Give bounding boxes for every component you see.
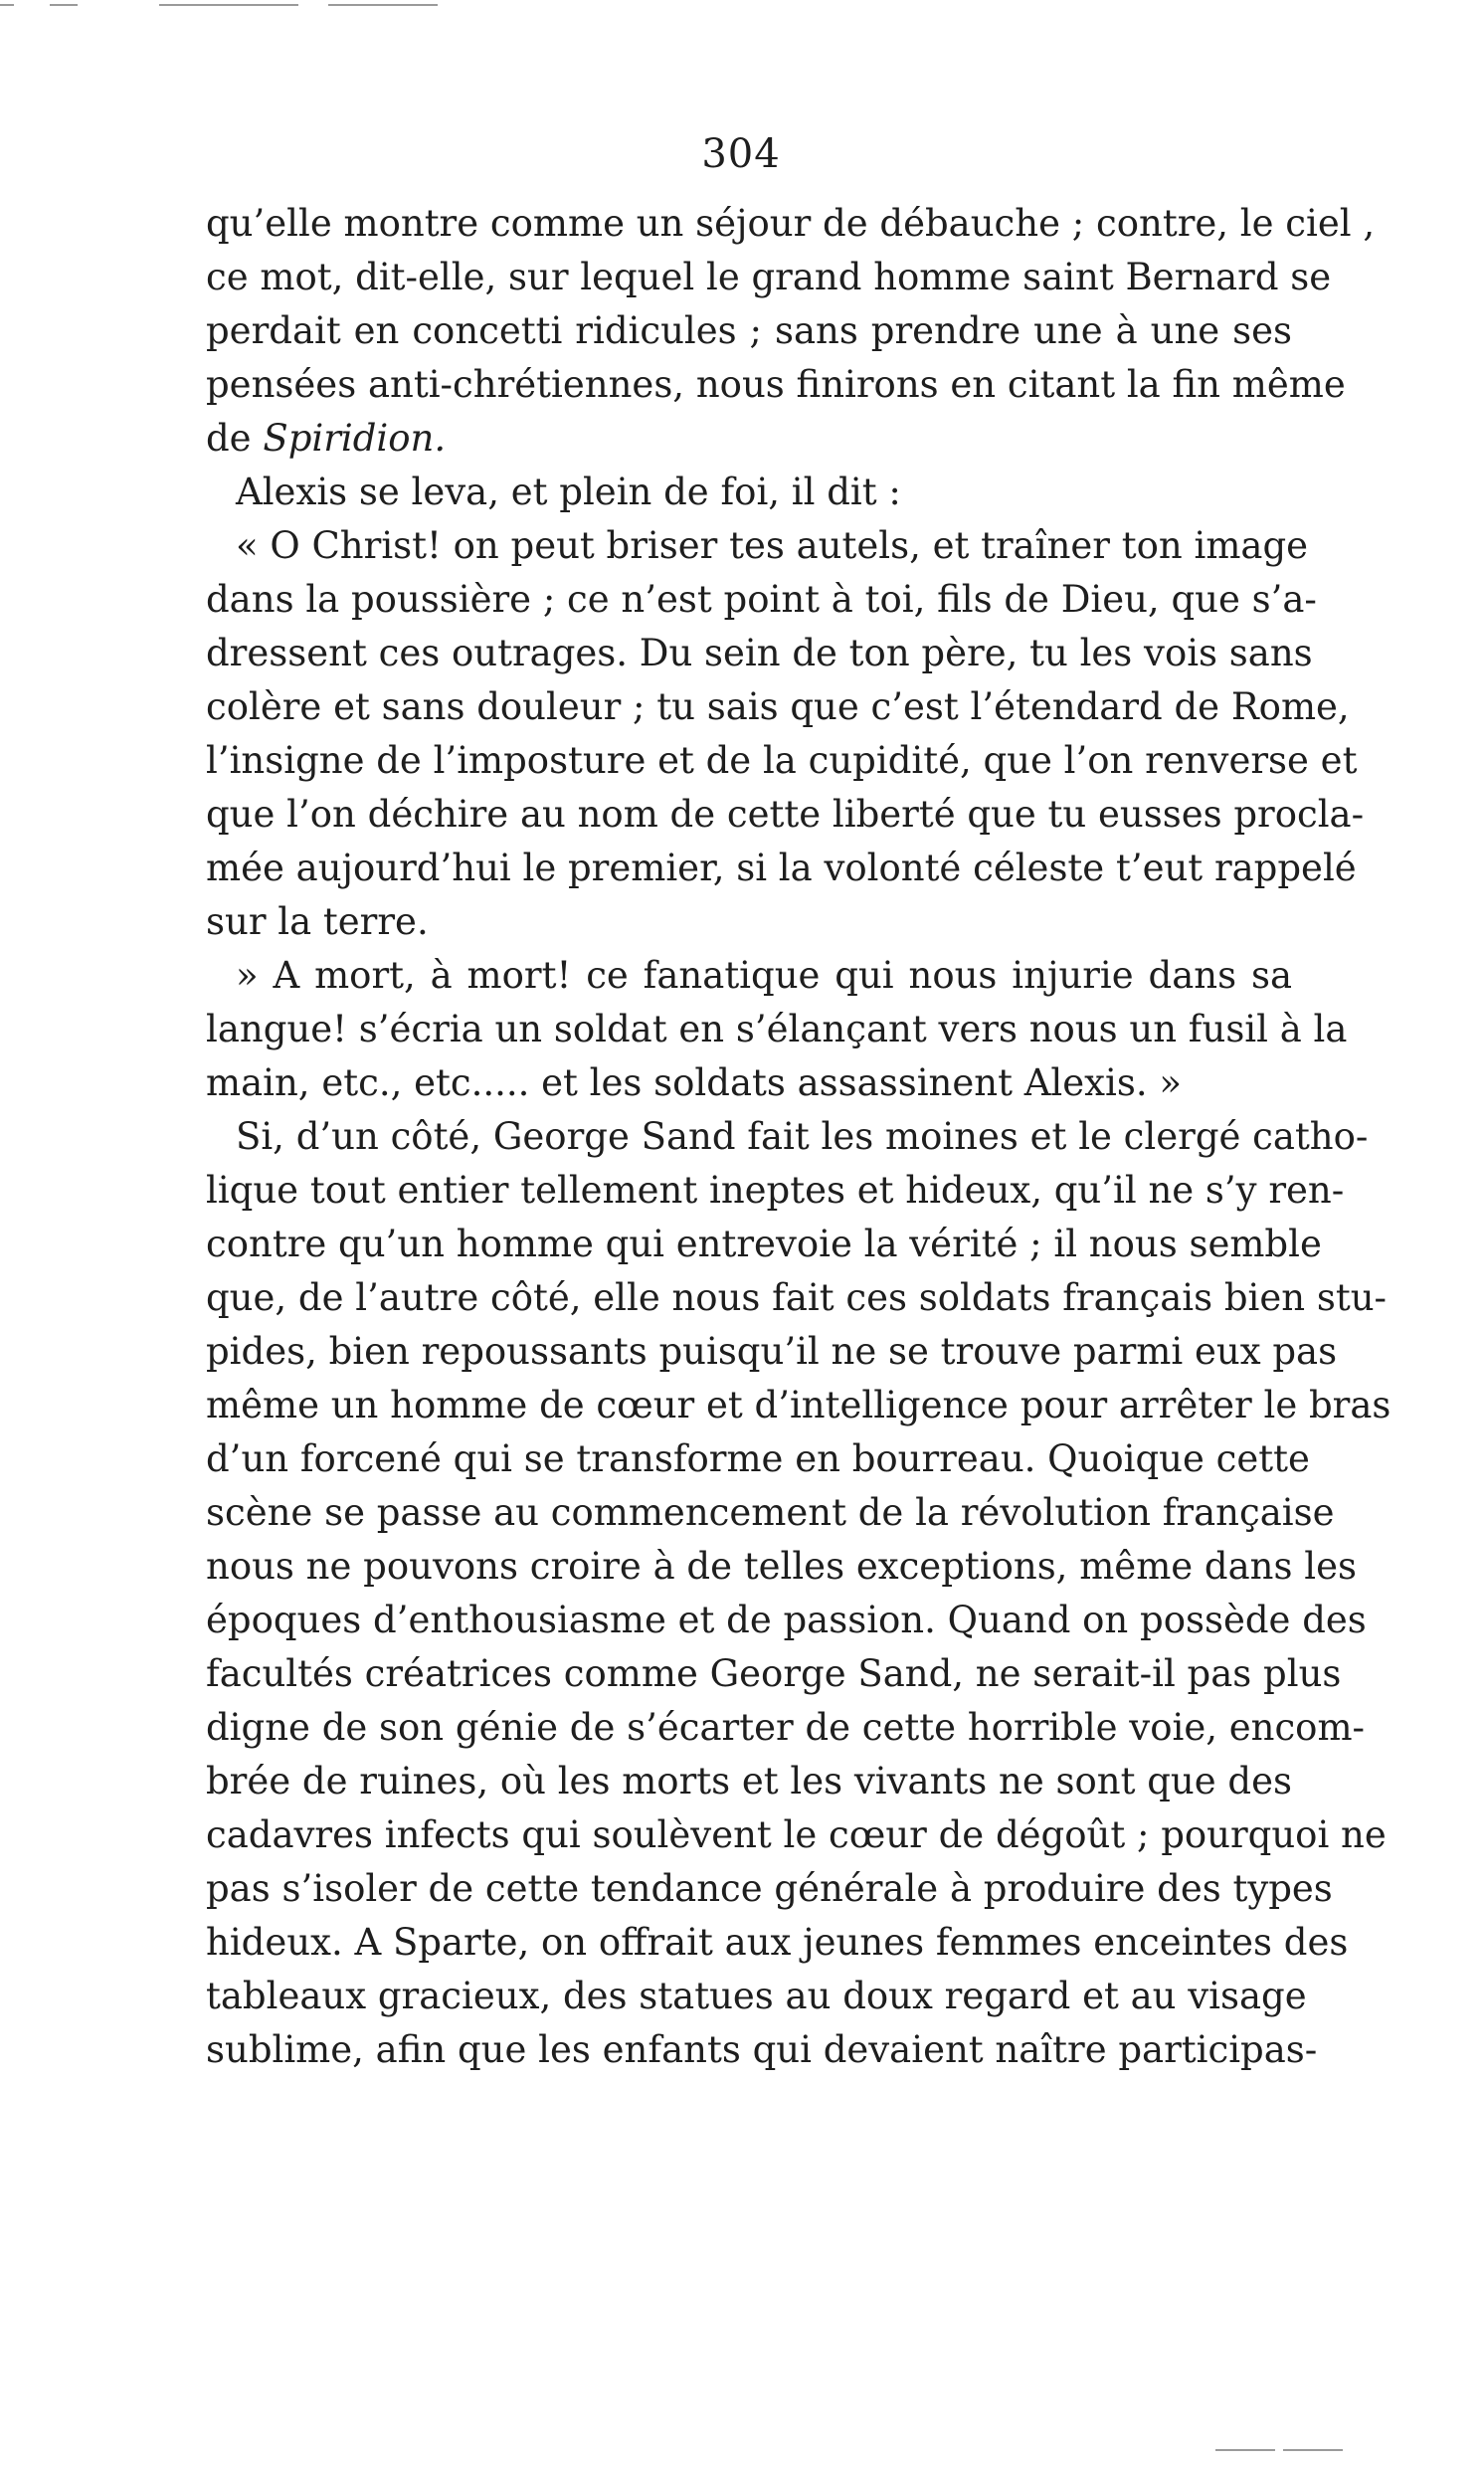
text-line: Alexis se leva, et plein de foi, il dit : (236, 471, 901, 513)
text-line: digne de son génie de s’écarter de cette horrible voie, encom- (206, 1706, 1366, 1749)
text-line: qu’elle montre comme un séjour de débauche ; contre, le ciel , (206, 202, 1376, 245)
text-line: » A mort, à mort! ce fanatique qui nous injurie dans sa (236, 954, 1292, 997)
text-line: langue! s’écria un soldat en s’élançant vers nous un fusil à la (206, 1008, 1348, 1050)
text-line: tableaux gracieux, des statues au doux regard et au visage (206, 1975, 1307, 2017)
text-line: brée de ruines, où les morts et les vivants ne sont que des (206, 1760, 1292, 1802)
scan-artifact-top (50, 4, 78, 6)
scan-artifact-top (159, 4, 298, 6)
text-line: « O Christ! on peut briser tes autels, et traîner ton image (236, 524, 1309, 567)
text-line (206, 412, 1292, 466)
text-line: pas s’isoler de cette tendance générale à produire des types (206, 1867, 1333, 1910)
text-line: mée aujourd’hui le premier, si la volonté céleste t’eut rappelé (206, 847, 1357, 889)
text-line: Si, d’un côté, George Sand fait les moines et le clergé catho- (236, 1115, 1369, 1158)
text-line: ce mot, dit-elle, sur lequel le grand homme saint Bernard se (206, 256, 1332, 298)
page-number: 304 (701, 131, 781, 177)
scan-artifact-bottom (1215, 2449, 1275, 2451)
text-line: main, etc., etc..... et les soldats assassinent Alexis. » (206, 1061, 1183, 1104)
text-line: dressent ces outrages. Du sein de ton père, tu les vois sans (206, 632, 1313, 674)
text-line: hideux. A Sparte, on offrait aux jeunes femmes enceintes des (206, 1921, 1349, 1964)
text-line: d’un forcené qui se transforme en bourreau. Quoique cette (206, 1437, 1310, 1480)
text-line: dans la poussière ; ce n’est point à toi, fils de Dieu, que s’a- (206, 578, 1317, 621)
text-line: que l’on déchire au nom de cette liberté que tu eusses procla- (206, 793, 1365, 836)
text-line: pensées anti-chrétiennes, nous finirons en citant la fin même (206, 363, 1346, 406)
text-line: contre qu’un homme qui entrevoie la vérité ; il nous semble (206, 1223, 1322, 1265)
book-title-spiridion: Spiridion. (263, 417, 447, 460)
text-line: sublime, afin que les enfants qui devaient naître participas- (206, 2028, 1318, 2071)
text-line: même un homme de cœur et d’intelligence pour arrêter le bras (206, 1384, 1391, 1426)
text-fragment: de (206, 417, 252, 460)
text-line: facultés créatrices comme George Sand, ne serait-il pas plus (206, 1652, 1342, 1695)
scan-artifact-bottom (1283, 2449, 1343, 2451)
scan-artifact-top (0, 4, 14, 6)
text-line: pides, bien repoussants puisqu’il ne se trouve parmi eux pas (206, 1330, 1338, 1373)
text-line: colère et sans douleur ; tu sais que c’est l’étendard de Rome, (206, 685, 1350, 728)
text-line: époques d’enthousiasme et de passion. Quand on possède des (206, 1599, 1367, 1641)
text-line: nous ne pouvons croire à de telles exceptions, même dans les (206, 1545, 1357, 1588)
text-line: perdait en concetti ridicules ; sans prendre une à une ses (206, 309, 1292, 352)
text-line: que, de l’autre côté, elle nous fait ces soldats français bien stu- (206, 1276, 1388, 1319)
text-line: lique tout entier tellement ineptes et hideux, qu’il ne s’y ren- (206, 1169, 1345, 1212)
scan-artifact-top (328, 4, 438, 6)
text-line: scène se passe au commencement de la révolution française (206, 1491, 1335, 1534)
text-line: sur la terre. (206, 900, 429, 943)
text-line: l’insigne de l’imposture et de la cupidité, que l’on renverse et (206, 739, 1358, 782)
text-line: cadavres infects qui soulèvent le cœur de dégoût ; pourquoi ne (206, 1813, 1387, 1856)
